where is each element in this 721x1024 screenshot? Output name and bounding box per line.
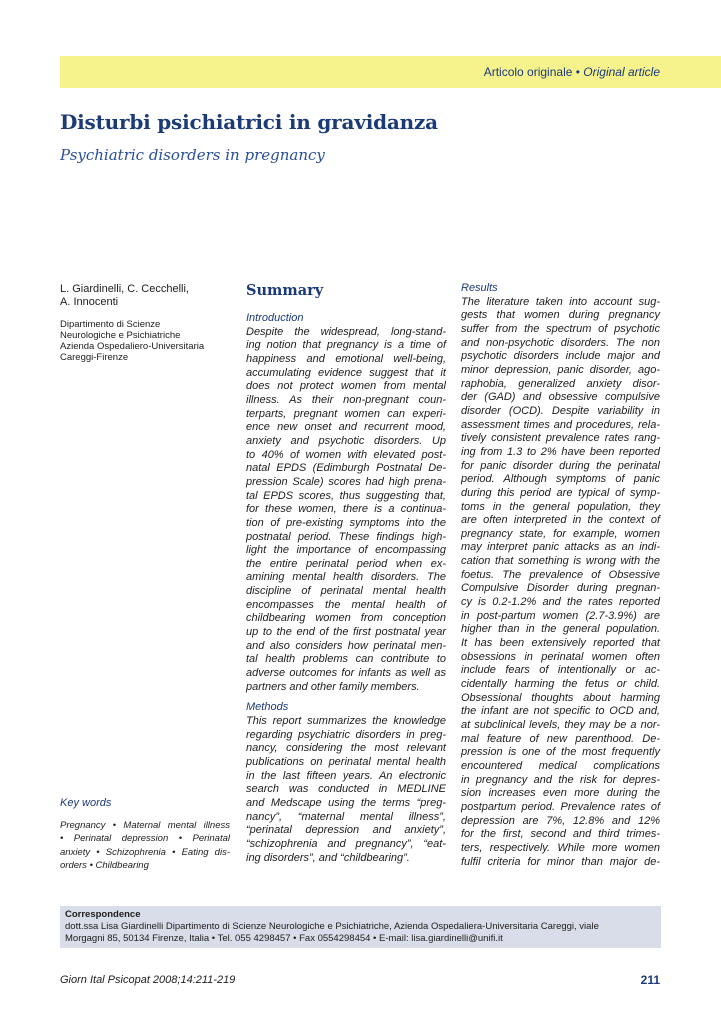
- affiliation: [60, 319, 235, 363]
- keywords-list: [60, 819, 230, 873]
- text-line: up to the end of the first postnatal year: [246, 626, 446, 639]
- text-line: ing from 1.3 to 2% have been reported: [461, 445, 660, 458]
- article-type-separator: •: [572, 65, 584, 79]
- text-line: pression is one of the most frequently: [461, 746, 660, 759]
- authors: [60, 283, 235, 309]
- header-band: [60, 56, 721, 88]
- text-line: illness. As their non-pregnant coun-: [246, 393, 446, 406]
- text-line: include fears of intentionally or ac-: [461, 664, 660, 677]
- correspondence-box: [60, 906, 661, 948]
- text-line: adverse outcomes for infants as well as: [246, 667, 446, 680]
- text-line: for the first, second and third trimes-: [461, 828, 660, 841]
- article-type-it: Articolo originale: [483, 65, 573, 79]
- text-line: raphobia, generalized anxiety disor-: [461, 377, 660, 390]
- text-line: ing notion that pregnancy is a time of: [246, 339, 446, 352]
- affiliation-line: Azienda Ospedaliero-Universitaria: [60, 341, 205, 352]
- text-line: ing disorders”, and “childbearing”.: [246, 851, 410, 864]
- text-line: regarding psychiatric disorders in preg-: [246, 728, 446, 741]
- text-line: ters, respectively. While more women: [461, 841, 660, 854]
- text-line: tion of pre-existing symptoms into the: [246, 516, 446, 529]
- summary-column-right: [461, 282, 660, 869]
- affiliation-line: Neurologiche e Psichiatriche: [60, 330, 181, 341]
- text-line: Obsessional thoughts about harming: [461, 691, 660, 704]
- text-line: This report summarizes the knowledge: [246, 715, 446, 728]
- article-type-en: Original article: [583, 65, 660, 79]
- authors-line: A. Innocenti: [60, 296, 119, 308]
- affiliation-line: Careggi-Firenze: [60, 352, 129, 363]
- text-line: depression are 7%, 12.8% and 12%: [461, 814, 660, 827]
- page-number: 211: [640, 973, 660, 987]
- text-line: cidentally harming the fetus or child.: [461, 678, 660, 691]
- text-line: tal EPDS scores, thus suggesting that,: [246, 489, 446, 502]
- text-line: terparts, pregnant women can experi-: [246, 407, 446, 420]
- text-line: partners and other family members.: [246, 680, 420, 693]
- results-heading: Results: [461, 282, 498, 294]
- text-line: are often interpreted in the context of: [461, 514, 660, 527]
- text-line: amining mental health disorders. The: [246, 571, 446, 584]
- text-line: obsessions in perinatal women often: [461, 650, 660, 663]
- text-line: minor depression, panic disorder, ago-: [461, 363, 660, 376]
- text-line: happiness and emotional well-being,: [246, 352, 446, 365]
- text-line: light the importance of encompassing: [246, 544, 446, 557]
- text-line: disorder (OCD). Despite variability in: [461, 404, 660, 417]
- text-line: encompasses the mental health of: [246, 598, 446, 611]
- text-line: toms in the general population, they: [461, 500, 660, 513]
- text-line: tively consistent prevalence rates rang-: [461, 432, 660, 445]
- text-line: Compulsive Disorder during pregnan-: [461, 582, 660, 595]
- text-line: gests that women during pregnancy: [461, 309, 660, 322]
- text-line: and Medscape using the terms “preg-: [246, 796, 446, 809]
- text-line: encountered medical complications: [461, 759, 660, 772]
- text-line: foetus. The prevalence of Obsessive: [461, 568, 660, 581]
- keywords-line: • Perinatal depression • Perinatal: [60, 833, 230, 845]
- text-line: for panic disorder during the perinatal: [461, 459, 660, 472]
- text-line: ence new onset and recurrent mood,: [246, 421, 446, 434]
- text-line: the entire perinatal period when ex-: [246, 557, 446, 570]
- page-subtitle: Psychiatric disorders in pregnancy: [60, 146, 325, 164]
- summary-column-middle: [246, 312, 446, 865]
- text-line: discipline of perinatal mental health: [246, 585, 446, 598]
- text-line: accumulating evidence suggest that it: [246, 366, 446, 379]
- text-line: to 40% of women with elevated post-: [246, 448, 446, 461]
- text-line: in pregnancy and the risk for depres-: [461, 773, 660, 786]
- text-line: Despite the widespread, long-stand-: [246, 325, 446, 338]
- text-line: der (GAD) and obsessive compulsive: [461, 391, 660, 404]
- introduction-heading: Introduction: [246, 312, 304, 324]
- text-line: The literature taken into account sug-: [461, 295, 660, 308]
- text-line: childbearing women from conception: [246, 612, 446, 625]
- text-line: does not protect women from mental: [246, 380, 446, 393]
- summary-heading: Summary: [246, 282, 324, 299]
- text-line: “schizophrenia and pregnancy”, “eat-: [246, 837, 446, 850]
- text-line: fulfil criteria for minor than major de-: [461, 855, 660, 868]
- text-line: and also considers how perinatal men-: [246, 639, 446, 652]
- text-line: pression Scale) scores had high prena-: [246, 475, 446, 488]
- text-line: sion increases even more during the: [461, 787, 660, 800]
- text-line: may interpret panic attacks as an indi-: [461, 541, 660, 554]
- keywords-heading: Key words: [60, 797, 112, 809]
- text-line: psychotic disorders include major and: [461, 350, 660, 363]
- text-line: publications on perinatal mental health: [246, 756, 446, 768]
- text-line: postnatal period. These findings high-: [246, 530, 446, 543]
- article-type: [484, 65, 660, 79]
- text-line: assessment times and procedures, rela-: [461, 418, 660, 431]
- text-line: at subclinical levels, they may be a nor-: [461, 719, 660, 731]
- text-line: “perinatal depression and anxiety”,: [246, 824, 446, 837]
- text-line: mal feature of new parenthood. De-: [461, 732, 660, 745]
- journal-citation: Giorn Ital Psicopat 2008;14:211-219: [60, 974, 236, 986]
- text-line: in the last fifteen years. An electronic: [246, 769, 446, 782]
- text-line: natal EPDS (Edimburgh Postnatal De-: [246, 462, 446, 475]
- authors-line: L. Giardinelli, C. Cecchelli,: [60, 283, 189, 295]
- text-line: for these women, there is a continua-: [246, 503, 446, 516]
- text-line: nancy”, “maternal mental illness”,: [246, 810, 446, 823]
- text-line: the infant are not specific to OCD and,: [461, 705, 660, 718]
- text-line: and non-psychotic disorders. The non: [461, 336, 660, 349]
- text-line: It has been extensively reported that: [461, 637, 660, 650]
- text-line: period. Although symptoms of panic: [461, 473, 660, 486]
- results-text: [461, 296, 660, 870]
- page-title: Disturbi psichiatrici in gravidanza: [60, 110, 438, 134]
- text-line: cy is 0.2-1.2% and the rates reported: [461, 596, 660, 609]
- methods-text: [246, 715, 446, 865]
- correspondence-line: dott.ssa Lisa Giardinelli Dipartimento di Scienze Neurologiche e Psichiatriche, Azienda Ospedaliera-Universitaria Careggi, viale: [65, 921, 599, 932]
- affiliation-line: Dipartimento di Scienze: [60, 319, 161, 330]
- text-line: search was conducted in MEDLINE: [246, 783, 446, 796]
- text-line: postpartum period. Prevalence rates of: [461, 800, 660, 813]
- methods-heading: Methods: [246, 701, 289, 714]
- text-line: anxiety and psychotic disorders. Up: [246, 434, 446, 447]
- introduction-text: [246, 326, 446, 695]
- text-line: pregnancy state, for example, women: [461, 527, 660, 540]
- correspondence-line: Morgagni 85, 50134 Firenze, Italia • Tel. 055 4298457 • Fax 0554298454 • E-mail: lisa.giardinelli@unifi.it: [65, 933, 503, 944]
- keywords-line: anxiety • Schizophrenia • Eating dis-: [60, 846, 230, 858]
- keywords-line: Pregnancy • Maternal mental illness: [60, 820, 230, 831]
- text-line: nancy, considering the most relevant: [246, 742, 446, 755]
- text-line: higher than in the general population.: [461, 623, 660, 636]
- text-line: in post-partum women (2.7-3.9%) are: [461, 609, 660, 622]
- text-line: during this period are typical of symp-: [461, 486, 660, 499]
- keywords-line: orders • Childbearing: [60, 860, 149, 872]
- text-line: cation that something is wrong with the: [461, 555, 660, 568]
- correspondence-heading: Correspondence: [65, 909, 141, 920]
- text-line: suffer from the spectrum of psychotic: [461, 322, 660, 335]
- text-line: tal health problems can contribute to: [246, 653, 446, 666]
